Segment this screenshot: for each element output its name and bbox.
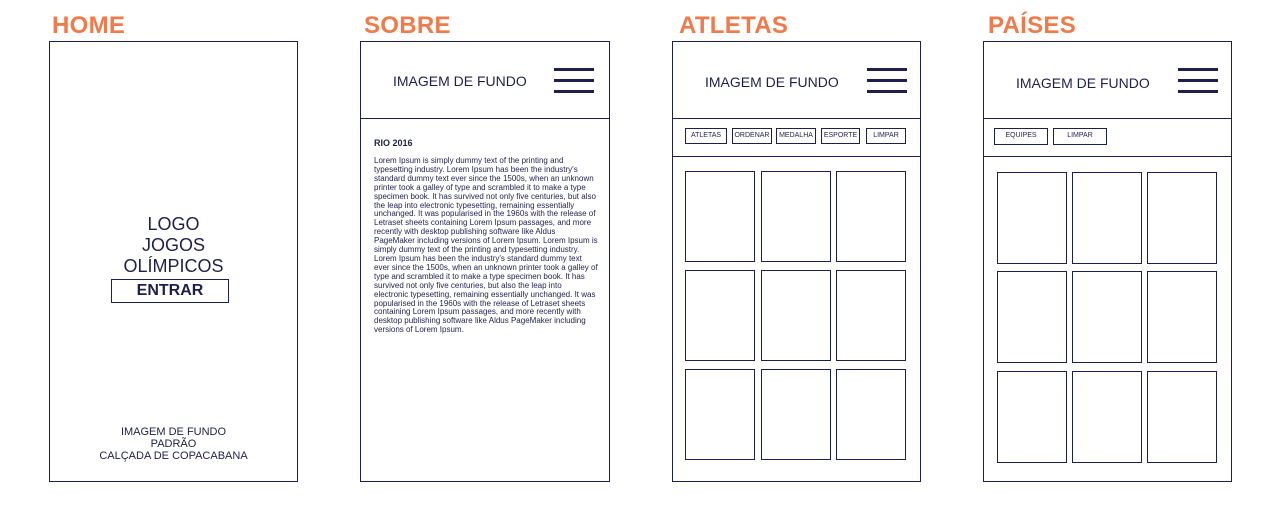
- sobre-header: [361, 42, 609, 119]
- home-footer-line-3: CALÇADA DE COPACABANA: [99, 450, 248, 462]
- hamburger-menu-icon[interactable]: [554, 68, 594, 94]
- atletas-wireframe: [672, 41, 921, 482]
- about-body-text: Lorem Ipsum is simply dummy text of the printing and typesetting industry. Lorem Ipsum has been the industry's standard dummy text ever since the 1500s, when an unknown printer took a galley of type and scrambled it to make a type specimen book. It has survived not only five centuries, but also the leap into electronic typesetting, remaining essentially unchanged. It was popularised in the 1960s with the release of Letraset sheets containing Lorem Ipsum passages, and more recently with desktop publishing software like Aldus PageMaker including versions of Lorem Ipsum. Lorem Ipsum is simply dummy text of the printing and typesetting industry. Lorem Ipsum has been the industry's standard dummy text ever since the 1500s, when an unknown printer took a galley of type and scrambled it to make a type specimen book. It has survived not only five centuries, but also the leap into electronic typesetting, remaining essentially unchanged. It was popularised in the 1960s with the release of Letraset sheets containing Lorem Ipsum passages, and more recently with desktop publishing software like Aldus PageMaker including versions of Lorem Ipsum.: [374, 156, 598, 335]
- hamburger-menu-icon[interactable]: [867, 68, 907, 94]
- athlete-card[interactable]: [685, 270, 755, 361]
- filter-limpar-button[interactable]: LIMPAR: [1053, 128, 1107, 145]
- filter-ordenar-button[interactable]: ORDENAR: [732, 128, 772, 144]
- atletas-screen-title: ATLETAS: [679, 12, 789, 39]
- country-card[interactable]: [997, 271, 1067, 363]
- atletas-header-title: IMAGEM DE FUNDO: [705, 74, 839, 90]
- filter-equipes-button[interactable]: EQUIPES: [994, 128, 1048, 145]
- home-footer-line-2: PADRÃO: [150, 438, 197, 450]
- athlete-card[interactable]: [836, 270, 906, 361]
- paises-wireframe: [983, 41, 1232, 482]
- home-footer-line-1: IMAGEM DE FUNDO: [120, 426, 227, 438]
- paises-header-title: IMAGEM DE FUNDO: [1016, 75, 1150, 91]
- filter-medalha-button[interactable]: MEDALHA: [776, 128, 816, 144]
- sobre-wireframe: [360, 41, 610, 482]
- home-wireframe: [49, 41, 298, 482]
- filter-esporte-button[interactable]: ESPORTE: [821, 128, 860, 144]
- atletas-header: [673, 42, 920, 119]
- country-card[interactable]: [1147, 271, 1217, 363]
- filter-limpar-button[interactable]: LIMPAR: [866, 128, 906, 144]
- country-card[interactable]: [1147, 371, 1217, 463]
- atletas-filter-bar: [673, 118, 920, 157]
- athlete-card[interactable]: [685, 171, 755, 262]
- country-card[interactable]: [997, 172, 1067, 264]
- enter-button[interactable]: ENTRAR: [111, 279, 229, 303]
- athlete-card[interactable]: [761, 171, 831, 262]
- about-heading: RIO 2016: [374, 138, 413, 148]
- hamburger-menu-icon[interactable]: [1178, 68, 1218, 94]
- sobre-screen-title: SOBRE: [364, 12, 451, 39]
- country-card[interactable]: [997, 371, 1067, 463]
- athlete-card[interactable]: [836, 171, 906, 262]
- logo-line-1: LOGO: [147, 214, 200, 234]
- paises-filter-bar: [984, 118, 1231, 157]
- country-card[interactable]: [1147, 172, 1217, 264]
- athlete-card[interactable]: [761, 270, 831, 361]
- country-card[interactable]: [1072, 371, 1142, 463]
- country-card[interactable]: [1072, 271, 1142, 363]
- athlete-card[interactable]: [761, 369, 831, 460]
- home-screen-title: HOME: [52, 12, 126, 39]
- paises-screen-title: PAÍSES: [988, 12, 1077, 39]
- logo-line-3: OLÍMPICOS: [123, 256, 224, 276]
- paises-header: [984, 42, 1231, 119]
- sobre-header-title: IMAGEM DE FUNDO: [393, 73, 527, 89]
- athlete-card[interactable]: [685, 369, 755, 460]
- country-card[interactable]: [1072, 172, 1142, 264]
- filter-atletas-button[interactable]: ATLETAS: [685, 128, 727, 144]
- logo-line-2: JOGOS: [141, 235, 205, 255]
- athlete-card[interactable]: [836, 369, 906, 460]
